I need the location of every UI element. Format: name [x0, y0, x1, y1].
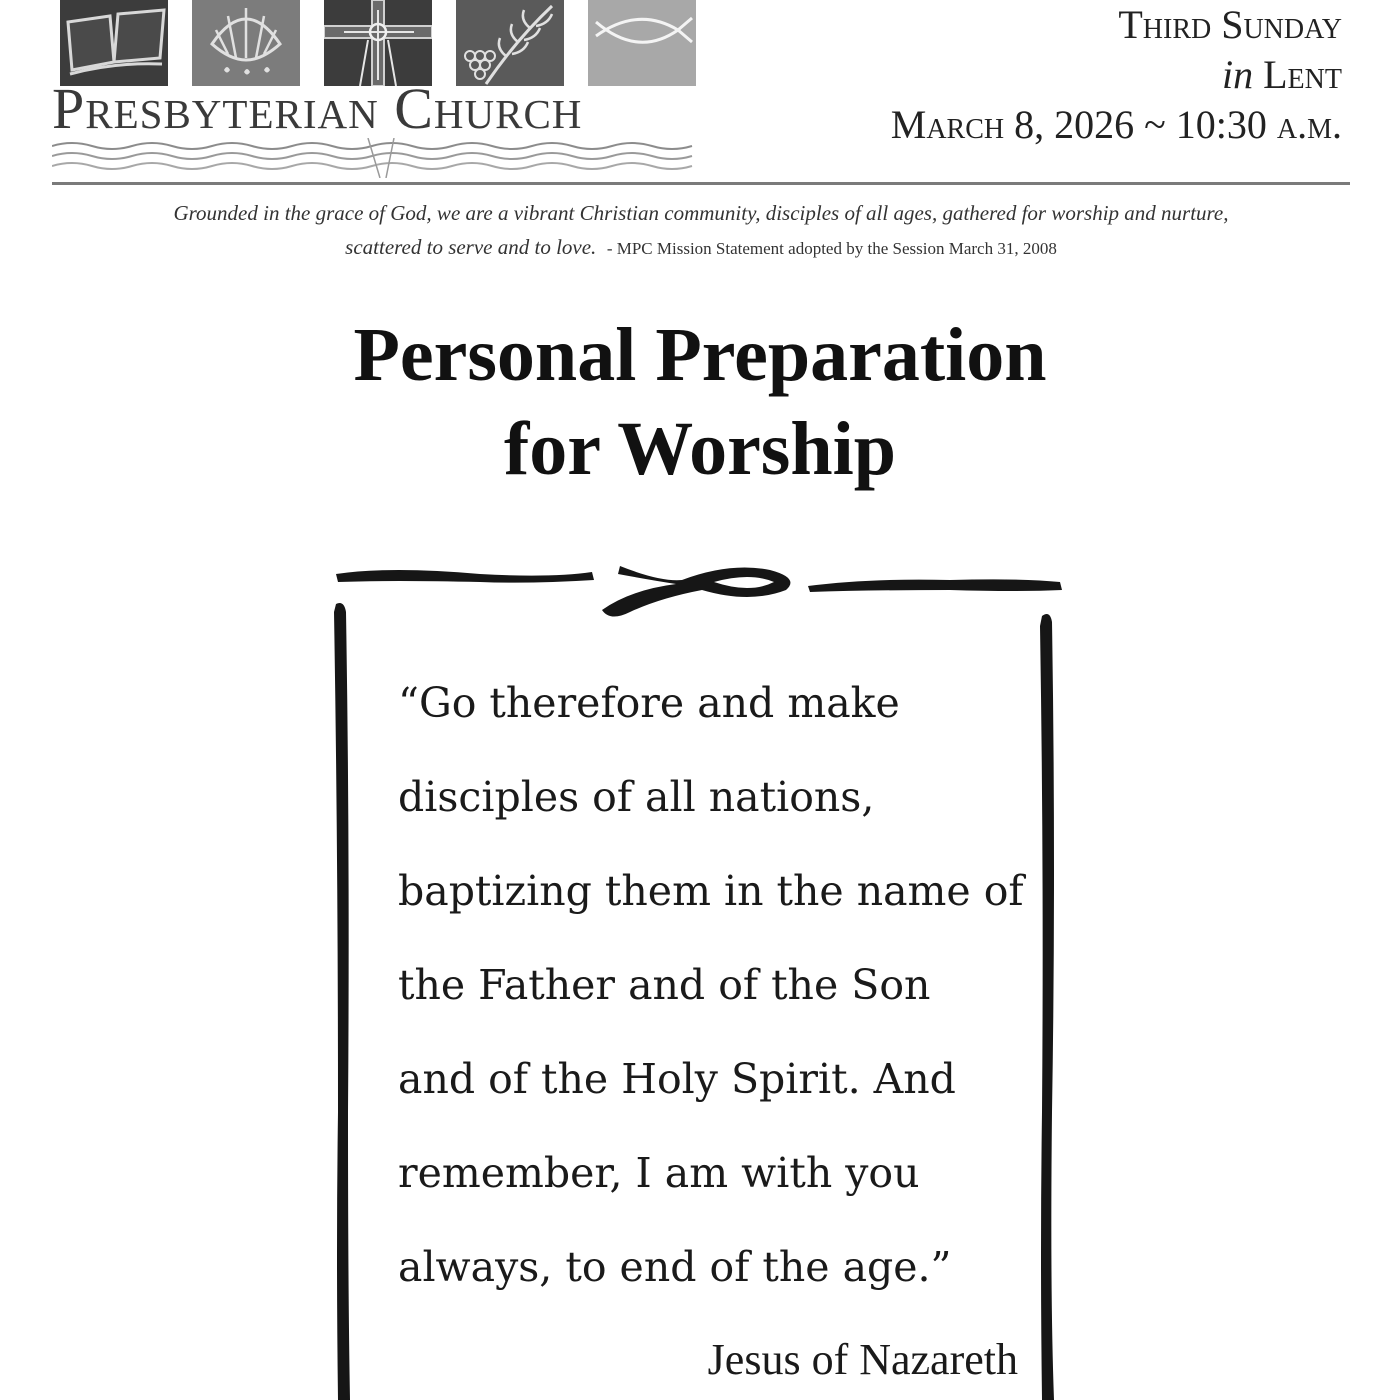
mission-statement-line-2-text: scattered to serve and to love.	[345, 235, 597, 259]
scripture-line: “Go therefore and make	[398, 679, 900, 727]
mission-statement-line-1: Grounded in the grace of God, we are a vibrant Christian community, disciples of all ages, gathered for worship and nurture,	[173, 201, 1229, 225]
mission-statement-line-2	[60, 230, 1342, 266]
scripture-line: the Father and of the Son	[398, 961, 931, 1009]
scroll-right-edge	[1040, 614, 1054, 1400]
scripture-attribution: Jesus of Nazareth	[707, 1335, 1018, 1384]
scroll-left-edge	[334, 603, 350, 1400]
service-season-name: Lent	[1263, 52, 1342, 97]
scroll-top-stroke-left	[336, 570, 594, 583]
mission-statement	[60, 196, 1342, 266]
scroll-top-stroke-right	[808, 579, 1062, 592]
page-title	[0, 308, 1400, 496]
scripture-line: always, to end of the age.”	[398, 1243, 952, 1291]
scripture-line: disciples of all nations,	[398, 773, 875, 821]
service-info	[891, 0, 1342, 150]
header-divider	[52, 182, 1350, 185]
service-date-time: March 8, 2026 ~ 10:30 a.m.	[890, 102, 1342, 147]
page-title-line-2: for Worship	[503, 407, 897, 491]
cross-icon	[324, 0, 432, 86]
church-logo	[52, 0, 702, 178]
shell-icon	[192, 0, 300, 86]
scripture-quote	[398, 656, 1028, 1314]
wheat-grapes-icon	[456, 0, 564, 86]
scripture-line: remember, I am with you	[398, 1149, 920, 1197]
logo-symbol-tiles	[60, 0, 700, 86]
mission-attribution: - MPC Mission Statement adopted by the Session March 31, 2008	[606, 239, 1057, 258]
scroll-ribbon-icon	[602, 566, 790, 617]
book-icon	[60, 0, 168, 86]
scripture-line: baptizing them in the name of	[398, 867, 1024, 915]
scripture-line: and of the Holy Spirit. And	[398, 1055, 956, 1103]
logo-waves	[52, 138, 702, 178]
service-season	[891, 50, 1342, 100]
logo-wordmark: Presbyterian Church	[52, 76, 583, 141]
page-title-line-1: Personal Preparation	[353, 313, 1047, 397]
service-season-in: in	[1222, 52, 1254, 97]
service-day: Third Sunday	[1118, 2, 1342, 47]
fish-icon	[588, 0, 696, 86]
